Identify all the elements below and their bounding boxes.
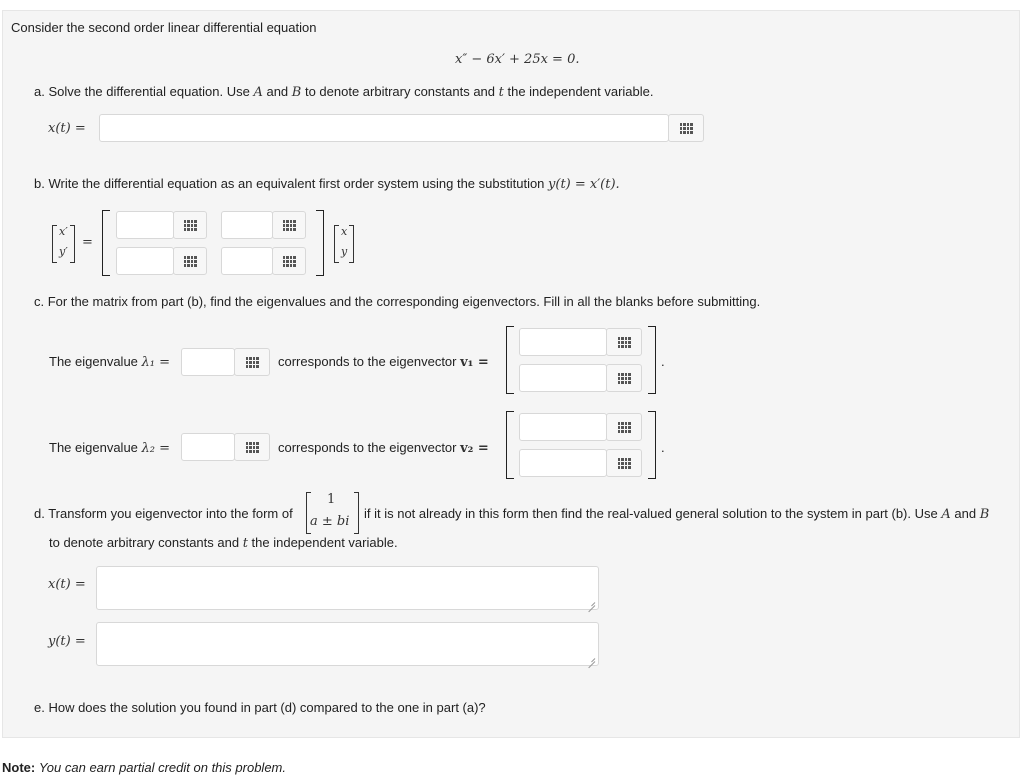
part-d-y-label: y(t) =	[48, 634, 86, 649]
v2-period: .	[661, 440, 665, 455]
main-equation: x″ − 6x′ + 25x = 0.	[455, 52, 580, 67]
eigenvalue-2-label	[49, 440, 170, 456]
lhs-bracket-right	[70, 225, 75, 263]
eigenvalue-1-palette-button[interactable]	[234, 348, 270, 376]
matrix-bracket-right	[316, 210, 324, 276]
corresponds-2-text: corresponds to the eigenvector	[278, 440, 457, 455]
grid-icon	[184, 256, 197, 267]
part-c-text: c. For the matrix from part (b), find the eigenvalues and the corresponding eigenvectors. Fill in all the blanks before submitting.	[34, 294, 761, 309]
grid-icon	[184, 220, 197, 231]
grid-icon	[246, 357, 259, 368]
lhs-bracket-left	[52, 225, 57, 263]
part-b-text-1: b. Write the differential equation as an equivalent first order system using the substitution	[34, 176, 549, 191]
part-d-text-3a: to denote arbitrary constants and	[49, 535, 240, 550]
grid-icon	[283, 256, 296, 267]
part-a-answer-input[interactable]	[99, 114, 669, 142]
part-a-var-A: A	[253, 85, 263, 100]
part-a-text-2: and	[262, 84, 292, 99]
part-a-text-3: to denote arbitrary constants and	[301, 84, 499, 99]
part-d-var-A: A	[941, 507, 951, 522]
part-e-text: e. How does the solution you found in part (d) compared to the one in part (a)?	[34, 700, 486, 715]
eigenvector-1-top-input[interactable]	[519, 328, 607, 356]
part-a-var-t: t	[498, 85, 504, 100]
part-d-text-3	[49, 535, 398, 551]
form-bracket-right	[354, 492, 359, 534]
eigenvector-1-label	[278, 354, 489, 370]
part-b-substitution: y(t) = x′(t).	[548, 177, 620, 192]
matrix-a12-palette-button[interactable]	[272, 211, 306, 239]
eigenvalue-2-input[interactable]	[181, 433, 235, 461]
part-a-var-B: B	[291, 85, 302, 100]
v1-bracket-right	[648, 326, 656, 394]
part-b-text	[34, 176, 620, 192]
part-d-y-textarea[interactable]	[96, 622, 599, 666]
system-equals: =	[82, 235, 93, 250]
eigenvalue-2-palette-button[interactable]	[234, 433, 270, 461]
problem-panel	[2, 10, 1020, 738]
part-a-palette-button[interactable]	[668, 114, 704, 142]
eigenvector-1-bottom-palette-button[interactable]	[606, 364, 642, 392]
resize-handle-icon[interactable]	[588, 655, 595, 662]
v2-symbol: v₂ =	[460, 441, 489, 456]
note	[2, 760, 286, 775]
matrix-a22-input[interactable]	[221, 247, 273, 275]
lambda-2-symbol: λ₂ =	[141, 441, 171, 456]
note-text: You can earn partial credit on this problem.	[38, 760, 286, 775]
note-label: Note:	[2, 760, 36, 775]
lambda-1-symbol: λ₁ =	[141, 355, 171, 370]
eigenvalue-1-input[interactable]	[181, 348, 235, 376]
eigenvector-2-top-palette-button[interactable]	[606, 413, 642, 441]
part-a-text-1: a. Solve the differential equation. Use	[34, 84, 254, 99]
matrix-a11-palette-button[interactable]	[173, 211, 207, 239]
corresponds-1-text: corresponds to the eigenvector	[278, 354, 457, 369]
lhs-bottom: y′	[59, 245, 68, 258]
form-top: 1	[327, 492, 336, 507]
eigenvalue-1-text: The eigenvalue	[49, 354, 138, 369]
eigenvector-2-top-input[interactable]	[519, 413, 607, 441]
rhs-top: x	[341, 225, 348, 238]
matrix-a21-palette-button[interactable]	[173, 247, 207, 275]
intro-text: Consider the second order linear differential equation	[11, 20, 317, 35]
grid-icon	[246, 442, 259, 453]
v2-bracket-left	[506, 411, 514, 479]
part-a-text-4: the independent variable.	[503, 84, 654, 99]
rhs-bottom: y	[341, 245, 348, 258]
part-d-var-t: t	[242, 536, 248, 551]
v1-symbol: v₁ =	[460, 355, 489, 370]
eigenvalue-1-label	[49, 354, 170, 370]
form-bottom: a ± bi	[310, 514, 350, 529]
eigenvector-1-top-palette-button[interactable]	[606, 328, 642, 356]
part-d-x-textarea[interactable]	[96, 566, 599, 610]
eigenvector-2-bottom-palette-button[interactable]	[606, 449, 642, 477]
part-d-text-1: d. Transform you eigenvector into the form of	[34, 506, 293, 521]
part-d-x-label: x(t) =	[48, 577, 86, 592]
matrix-a12-input[interactable]	[221, 211, 273, 239]
part-d-text-2a: if it is not already in this form then find the real-valued general solution to the system in part (b). Use	[364, 506, 938, 521]
part-d-and: and	[954, 506, 977, 521]
part-d-var-B: B	[979, 507, 990, 522]
part-a-text	[34, 84, 654, 100]
eigenvector-2-label	[278, 440, 489, 456]
part-d-text-2	[364, 506, 989, 522]
v1-bracket-left	[506, 326, 514, 394]
v1-period: .	[661, 354, 665, 369]
eigenvalue-2-text: The eigenvalue	[49, 440, 138, 455]
v2-bracket-right	[648, 411, 656, 479]
eigenvector-2-bottom-input[interactable]	[519, 449, 607, 477]
rhs-bracket-left	[334, 225, 339, 263]
grid-icon	[283, 220, 296, 231]
grid-icon	[618, 337, 631, 348]
grid-icon	[618, 422, 631, 433]
matrix-a21-input[interactable]	[116, 247, 174, 275]
eigenvector-1-bottom-input[interactable]	[519, 364, 607, 392]
matrix-a11-input[interactable]	[116, 211, 174, 239]
grid-icon	[680, 123, 693, 134]
part-a-label: x(t) =	[48, 121, 86, 136]
grid-icon	[618, 373, 631, 384]
resize-handle-icon[interactable]	[588, 599, 595, 606]
matrix-a22-palette-button[interactable]	[272, 247, 306, 275]
grid-icon	[618, 458, 631, 469]
matrix-bracket-left	[102, 210, 110, 276]
rhs-bracket-right	[349, 225, 354, 263]
part-d-text-4: the independent variable.	[251, 535, 398, 550]
lhs-top: x′	[59, 225, 68, 238]
